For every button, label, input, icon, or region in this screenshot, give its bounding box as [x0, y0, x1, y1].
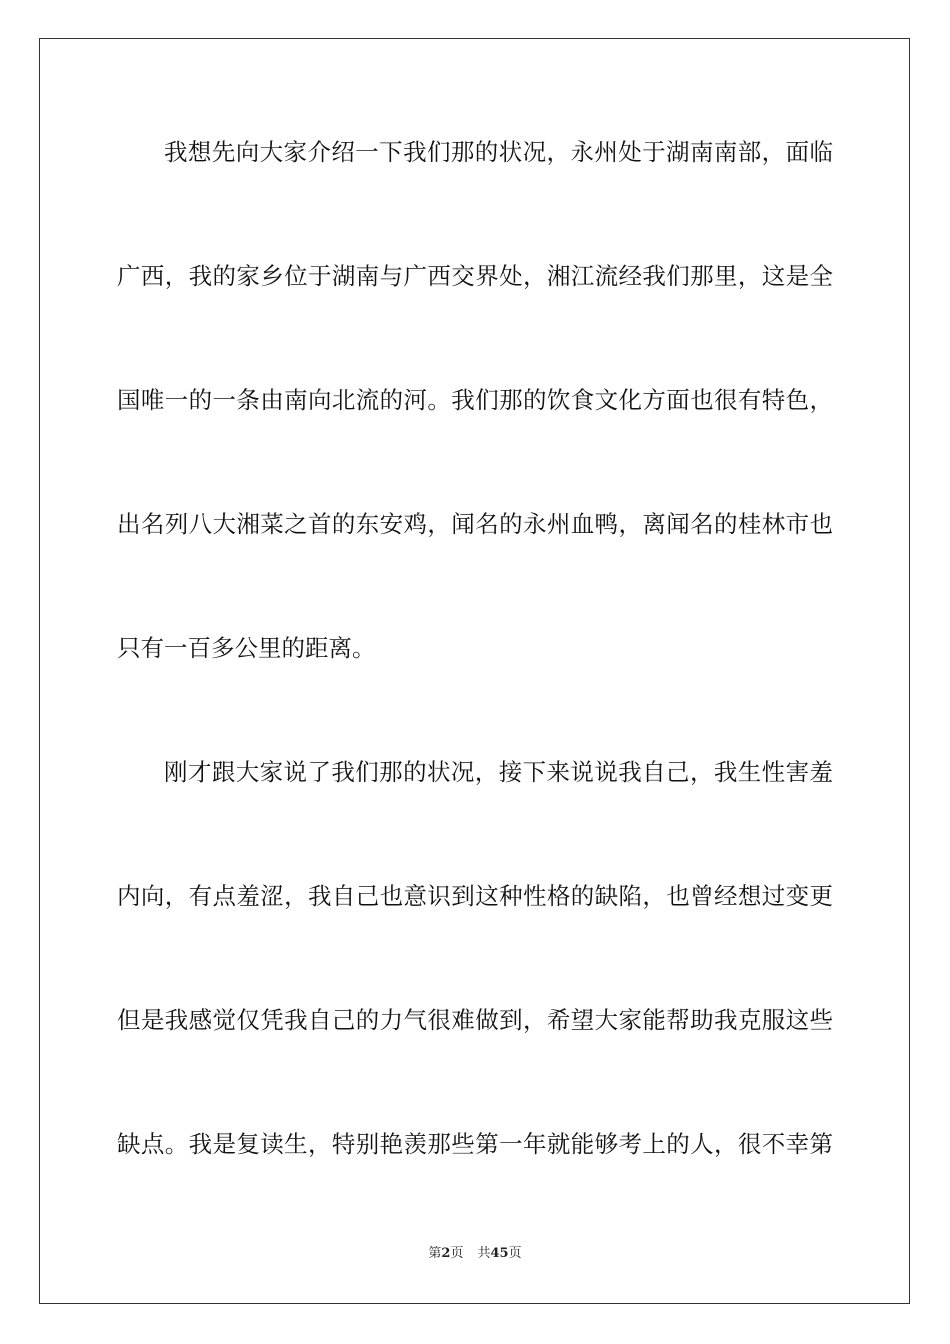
paragraph-1-line-4: 出名列八大湘菜之首的东安鸡，闻名的永州血鸭，离闻名的桂林市也: [117, 510, 833, 538]
paragraph-1-line-5: 只有一百多公里的距离。: [117, 634, 376, 662]
paragraph-1-line-3: 国唯一的一条由南向北流的河。我们那的饮食文化方面也很有特色，: [117, 386, 833, 414]
total-prefix: 共: [477, 1246, 491, 1261]
page-suffix: 页: [450, 1246, 464, 1261]
paragraph-2-line-2: 内向，有点羞涩，我自己也意识到这种性格的缺陷，也曾经想过变更: [117, 882, 833, 910]
paragraph-2-line-4: 缺点。我是复读生，特别艳羡那些第一年就能够考上的人，很不幸第: [117, 1130, 833, 1158]
page-prefix: 第: [428, 1246, 442, 1261]
page-border: [39, 38, 910, 1304]
total-suffix: 页: [508, 1246, 522, 1261]
paragraph-1-line-1: 我想先向大家介绍一下我们那的状况，永州处于湖南南部，面临: [164, 138, 833, 166]
paragraph-2-line-1: 刚才跟大家说了我们那的状况，接下来说说我自己，我生性害羞: [164, 758, 833, 786]
total-pages: 45: [490, 1246, 509, 1261]
paragraph-1-line-2: 广西，我的家乡位于湖南与广西交界处，湘江流经我们那里，这是全: [117, 262, 833, 290]
page-footer: [0, 1245, 950, 1263]
paragraph-2-line-3: 但是我感觉仅凭我自己的力气很难做到，希望大家能帮助我克服这些: [117, 1006, 833, 1034]
page-number: 2: [441, 1246, 451, 1261]
